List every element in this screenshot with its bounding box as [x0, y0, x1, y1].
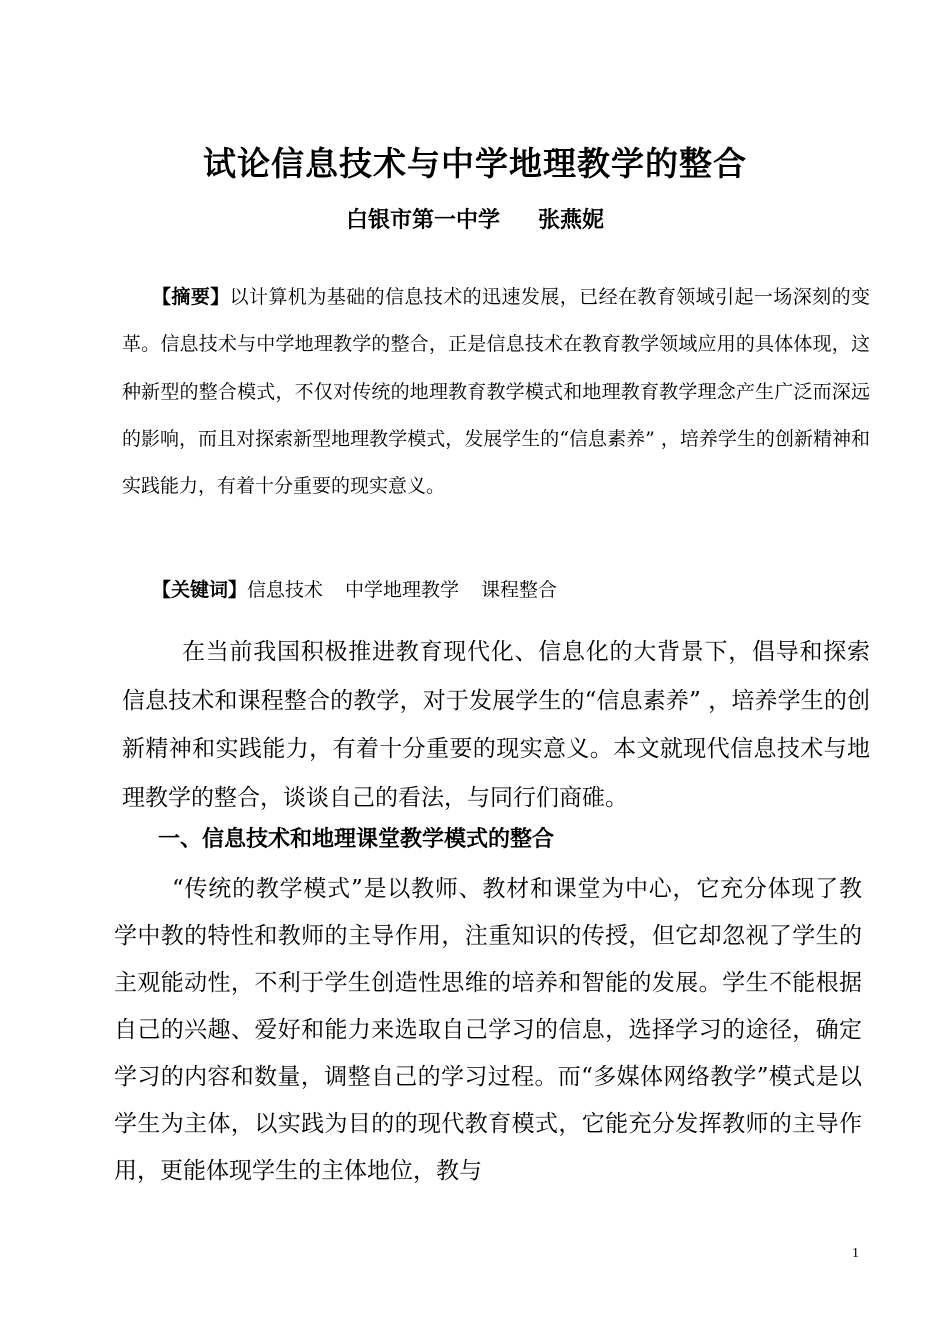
keyword-item: 中学地理教学	[345, 579, 460, 601]
section-paragraph: “传统的教学模式”是以教师、教材和课堂为中心，它充分体现了教学中教的特性和教师的主导作用，注重知识的传授，但它却忽视了学生的主观能动性，不利于学生创造性思维的培养和智能的发展。学生不能根据自己的兴趣、爱好和能力来选取自己学习的信息，选择学习的途径，确定学习的内容和数量，调整自己的学习过程。而“多媒体网络教学”模式是以学生为主体，以实践为目的的现代教育模式，它能充分发挥教师的主导作用，更能体现学生的主体地位，教与	[114, 876, 862, 1184]
keywords-line	[152, 572, 870, 608]
keywords-label: 【关键词】	[152, 579, 248, 601]
keyword-item: 信息技术	[247, 579, 324, 601]
document-title: 试论信息技术与中学地理教学的整合	[203, 144, 747, 183]
keyword-item: 课程整合	[481, 579, 558, 601]
author-line	[0, 203, 950, 234]
abstract-text: 以计算机为基础的信息技术的迅速发展，已经在教育领域引起一场深刻的变革。信息技术与中学地理教学的整合，正是信息技术在教育教学领域应用的具体体现，这种新型的整合模式，不仅对传统的地理教育教学模式和地理教育教学理念产生广泛而深远的影响，而且对探索新型地理教学模式，发展学生的“信息素养” ，培养学生的创新精神和实践能力，有着十分重要的现实意义。	[122, 286, 870, 498]
abstract-paragraph	[122, 274, 870, 510]
author-name: 张燕妮	[538, 208, 605, 233]
intro-paragraph: 在当前我国积极推进教育现代化、信息化的大背景下，倡导和探索信息技术和课程整合的教学，对于发展学生的“信息素养” ，培养学生的创新精神和实践能力，有着十分重要的现实意义。本文就现代信息技术与地理教学的整合，谈谈自己的看法，与同行们商碓。	[122, 639, 870, 811]
page-number: 1	[852, 1246, 859, 1261]
section-heading: 一、信息技术和地理课堂教学模式的整合	[158, 827, 555, 852]
abstract-label: 【摘要】	[152, 286, 230, 308]
author-school: 白银市第一中学	[345, 208, 500, 233]
